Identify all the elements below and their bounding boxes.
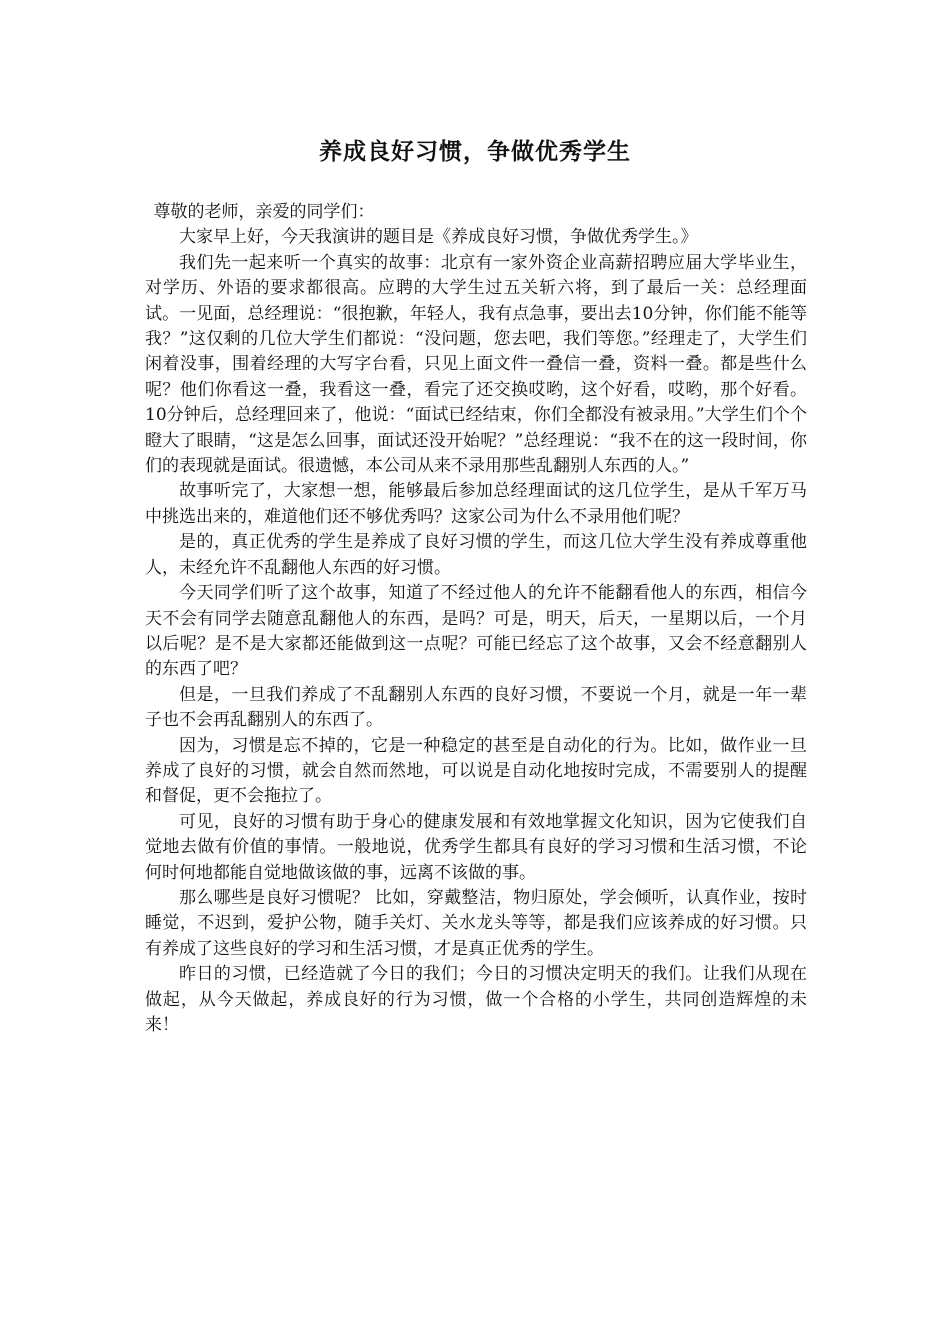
- paragraph: 昨日的习惯，已经造就了今日的我们；今日的习惯决定明天的我们。让我们从现在做起，从今天做起，养成良好的行为习惯，做一个合格的小学生，共同创造辉煌的未来！: [145, 964, 807, 1035]
- paragraph: 可见，良好的习惯有助于身心的健康发展和有效地掌握文化知识，因为它使我们自觉地去做有价值的事情。一般地说，优秀学生都具有良好的学习习惯和生活习惯，不论何时何地都能自觉地做该做的事，远离不该做的事。: [145, 811, 807, 883]
- salutation: 尊敬的老师，亲爱的同学们：: [153, 202, 375, 222]
- speech-body: [145, 200, 807, 1038]
- paragraph: 故事听完了，大家想一想，能够最后参加总经理面试的这几位学生，是从千军万马中挑选出来的，难道他们还不够优秀吗？这家公司为什么不录用他们呢？: [145, 481, 807, 527]
- paragraph: 我们先一起来听一个真实的故事：北京有一家外资企业高薪招聘应届大学毕业生，对学历、外语的要求都很高。应聘的大学生过五关斩六将，到了最后一关：总经理面试。一见面，总经理说：“很抱歉，年轻人，我有点急事，要出去10分钟，你们能不能等我？”这仅剩的几位大学生们都说：“没问题，您去吧，我们等您。”经理走了，大学生们闲着没事，围着经理的大写字台看，只见上面文件一叠信一叠，资料一叠。都是些什么呢？他们你看这一叠，我看这一叠，看完了还交换哎哟，这个好看，哎哟，那个好看。10分钟后，总经理回来了，他说：“面试已经结束，你们全都没有被录用。”大学生们个个瞪大了眼睛，“这是怎么回事，面试还没开始呢？”总经理说：“我不在的这一段时间，你们的表现就是面试。很遗憾，本公司从来不录用那些乱翻别人东西的人。”: [145, 252, 807, 477]
- paragraph: 那么哪些是良好习惯呢？ 比如，穿戴整洁，物归原处，学会倾听，认真作业，按时睡觉，不迟到，爱护公物，随手关灯、关水龙头等等，都是我们应该养成的好习惯。只有养成了这些良好的学习和生活习惯，才是真正优秀的学生。: [145, 887, 807, 959]
- paragraph: 大家早上好，今天我演讲的题目是《养成良好习惯，争做优秀学生。》: [179, 227, 698, 248]
- paragraph: 但是，一旦我们养成了不乱翻别人东西的良好习惯，不要说一个月，就是一年一辈子也不会再乱翻别人的东西了。: [145, 684, 807, 731]
- page-title: 养成良好习惯，争做优秀学生: [319, 138, 631, 165]
- paragraph: 是的，真正优秀的学生是养成了良好习惯的学生，而这几位大学生没有养成尊重他人，未经允许不乱翻他人东西的好习惯。: [145, 532, 807, 578]
- paragraph: 因为，习惯是忘不掉的，它是一种稳定的甚至是自动化的行为。比如，做作业一旦养成了良好的习惯，就会自然而然地，可以说是自动化地按时完成，不需要别人的提醒和督促，更不会拖拉了。: [145, 735, 807, 807]
- paragraph: 今天同学们听了这个故事，知道了不经过他人的允许不能翻看他人的东西，相信今天不会有同学去随意乱翻他人的东西，是吗？可是，明天，后天，一星期以后，一个月以后呢？是不是大家都还能做到这一点呢？可能已经忘了这个故事，又会不经意翻别人的东西了吧？: [145, 583, 807, 680]
